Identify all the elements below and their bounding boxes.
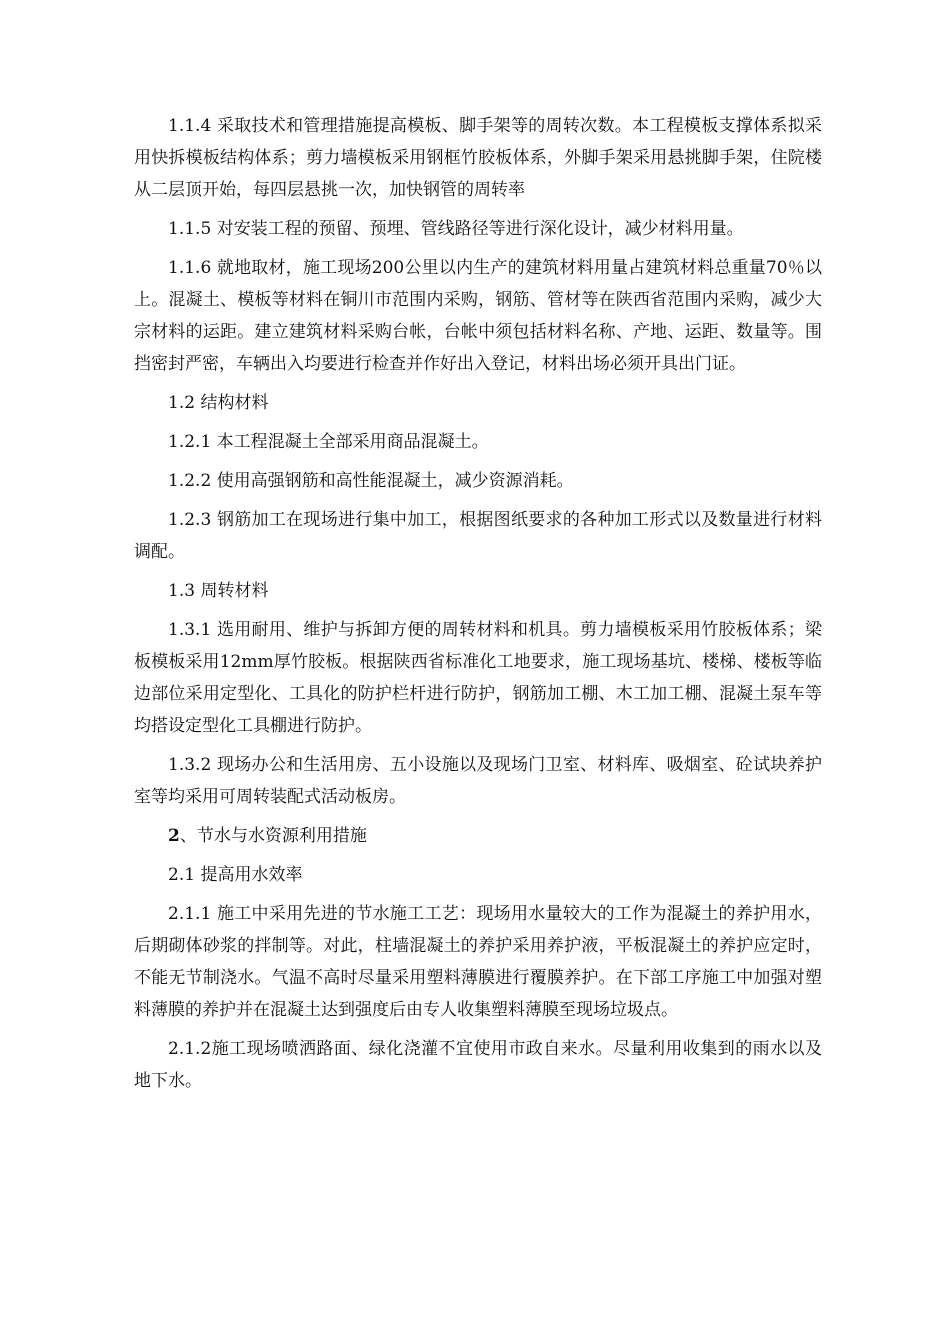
paragraph-1-1-5: 1.1.5 对安装工程的预留、预埋、管线路径等进行深化设计，减少材料用量。	[168, 219, 744, 239]
paragraph-1-2-2: 1.2.2 使用高强钢筋和高性能混凝土，减少资源消耗。	[168, 471, 574, 491]
heading-2-1: 2.1 提高用水效率	[168, 865, 303, 885]
heading-1-3: 1.3 周转材料	[168, 581, 269, 601]
paragraph-1-3-1: 1.3.1 选用耐用、维护与拆卸方便的周转材料和机具。剪力墙模板采用竹胶板体系；梁板模板采用12mm厚竹胶板。根据陕西省标准化工地要求，施工现场基坑、楼梯、楼板等临边部位采用定型化、工具化的防护栏杆进行防护，钢筋加工棚、木工加工棚、混凝土泵车等均搭设定型化工具棚进行防护。	[134, 620, 822, 736]
paragraph-2-1-1: 2.1.1 施工中采用先进的节水施工工艺：现场用水量较大的工作为混凝土的养护用水，后期砌体砂浆的拌制等。对此，柱墙混凝土的养护采用养护液，平板混凝土的养护应定时，不能无节制浇水。气温不高时尽量采用塑料薄膜进行覆膜养护。在下部工序施工中加强对塑料薄膜的养护并在混凝土达到强度后由专人收集塑料薄膜至现场垃圾点。	[134, 904, 822, 1020]
paragraph-1-2-1: 1.2.1 本工程混凝土全部采用商品混凝土。	[168, 432, 489, 452]
paragraph-1-3-2: 1.3.2 现场办公和生活用房、五小设施以及现场门卫室、材料库、吸烟室、砼试块养护室等均采用可周转装配式活动板房。	[134, 755, 822, 807]
section-heading-2	[134, 820, 822, 852]
section-title: 、节水与水资源利用措施	[179, 826, 367, 846]
paragraph-1-1-4: 1.1.4 采取技术和管理措施提高模板、脚手架等的周转次数。本工程模板支撑体系拟采用快拆模板结构体系；剪力墙模板采用钢框竹胶板体系，外脚手架采用悬挑脚手架，住院楼从二层顶开始，每四层悬挑一次，加快钢管的周转率	[134, 116, 822, 200]
paragraph-1-1-6: 1.1.6 就地取材，施工现场200公里以内生产的建筑材料用量占建筑材料总重量70％以上。混凝土、模板等材料在铜川市范围内采购，钢筋、管材等在陕西省范围内采购，减少大宗材料的运距。建立建筑材料采购台帐，台帐中须包括材料名称、产地、运距、数量等。围挡密封严密，车辆出入均要进行检查并作好出入登记，材料出场必须开具出门证。	[134, 258, 822, 374]
heading-1-2: 1.2 结构材料	[168, 393, 269, 413]
paragraph-2-1-2: 2.1.2施工现场喷洒路面、绿化浇灌不宜使用市政自来水。尽量利用收集到的雨水以及地下水。	[134, 1039, 822, 1091]
paragraph-1-2-3: 1.2.3 钢筋加工在现场进行集中加工，根据图纸要求的各种加工形式以及数量进行材料调配。	[134, 510, 822, 562]
section-number: 2	[168, 826, 180, 846]
document-body	[134, 110, 822, 1104]
